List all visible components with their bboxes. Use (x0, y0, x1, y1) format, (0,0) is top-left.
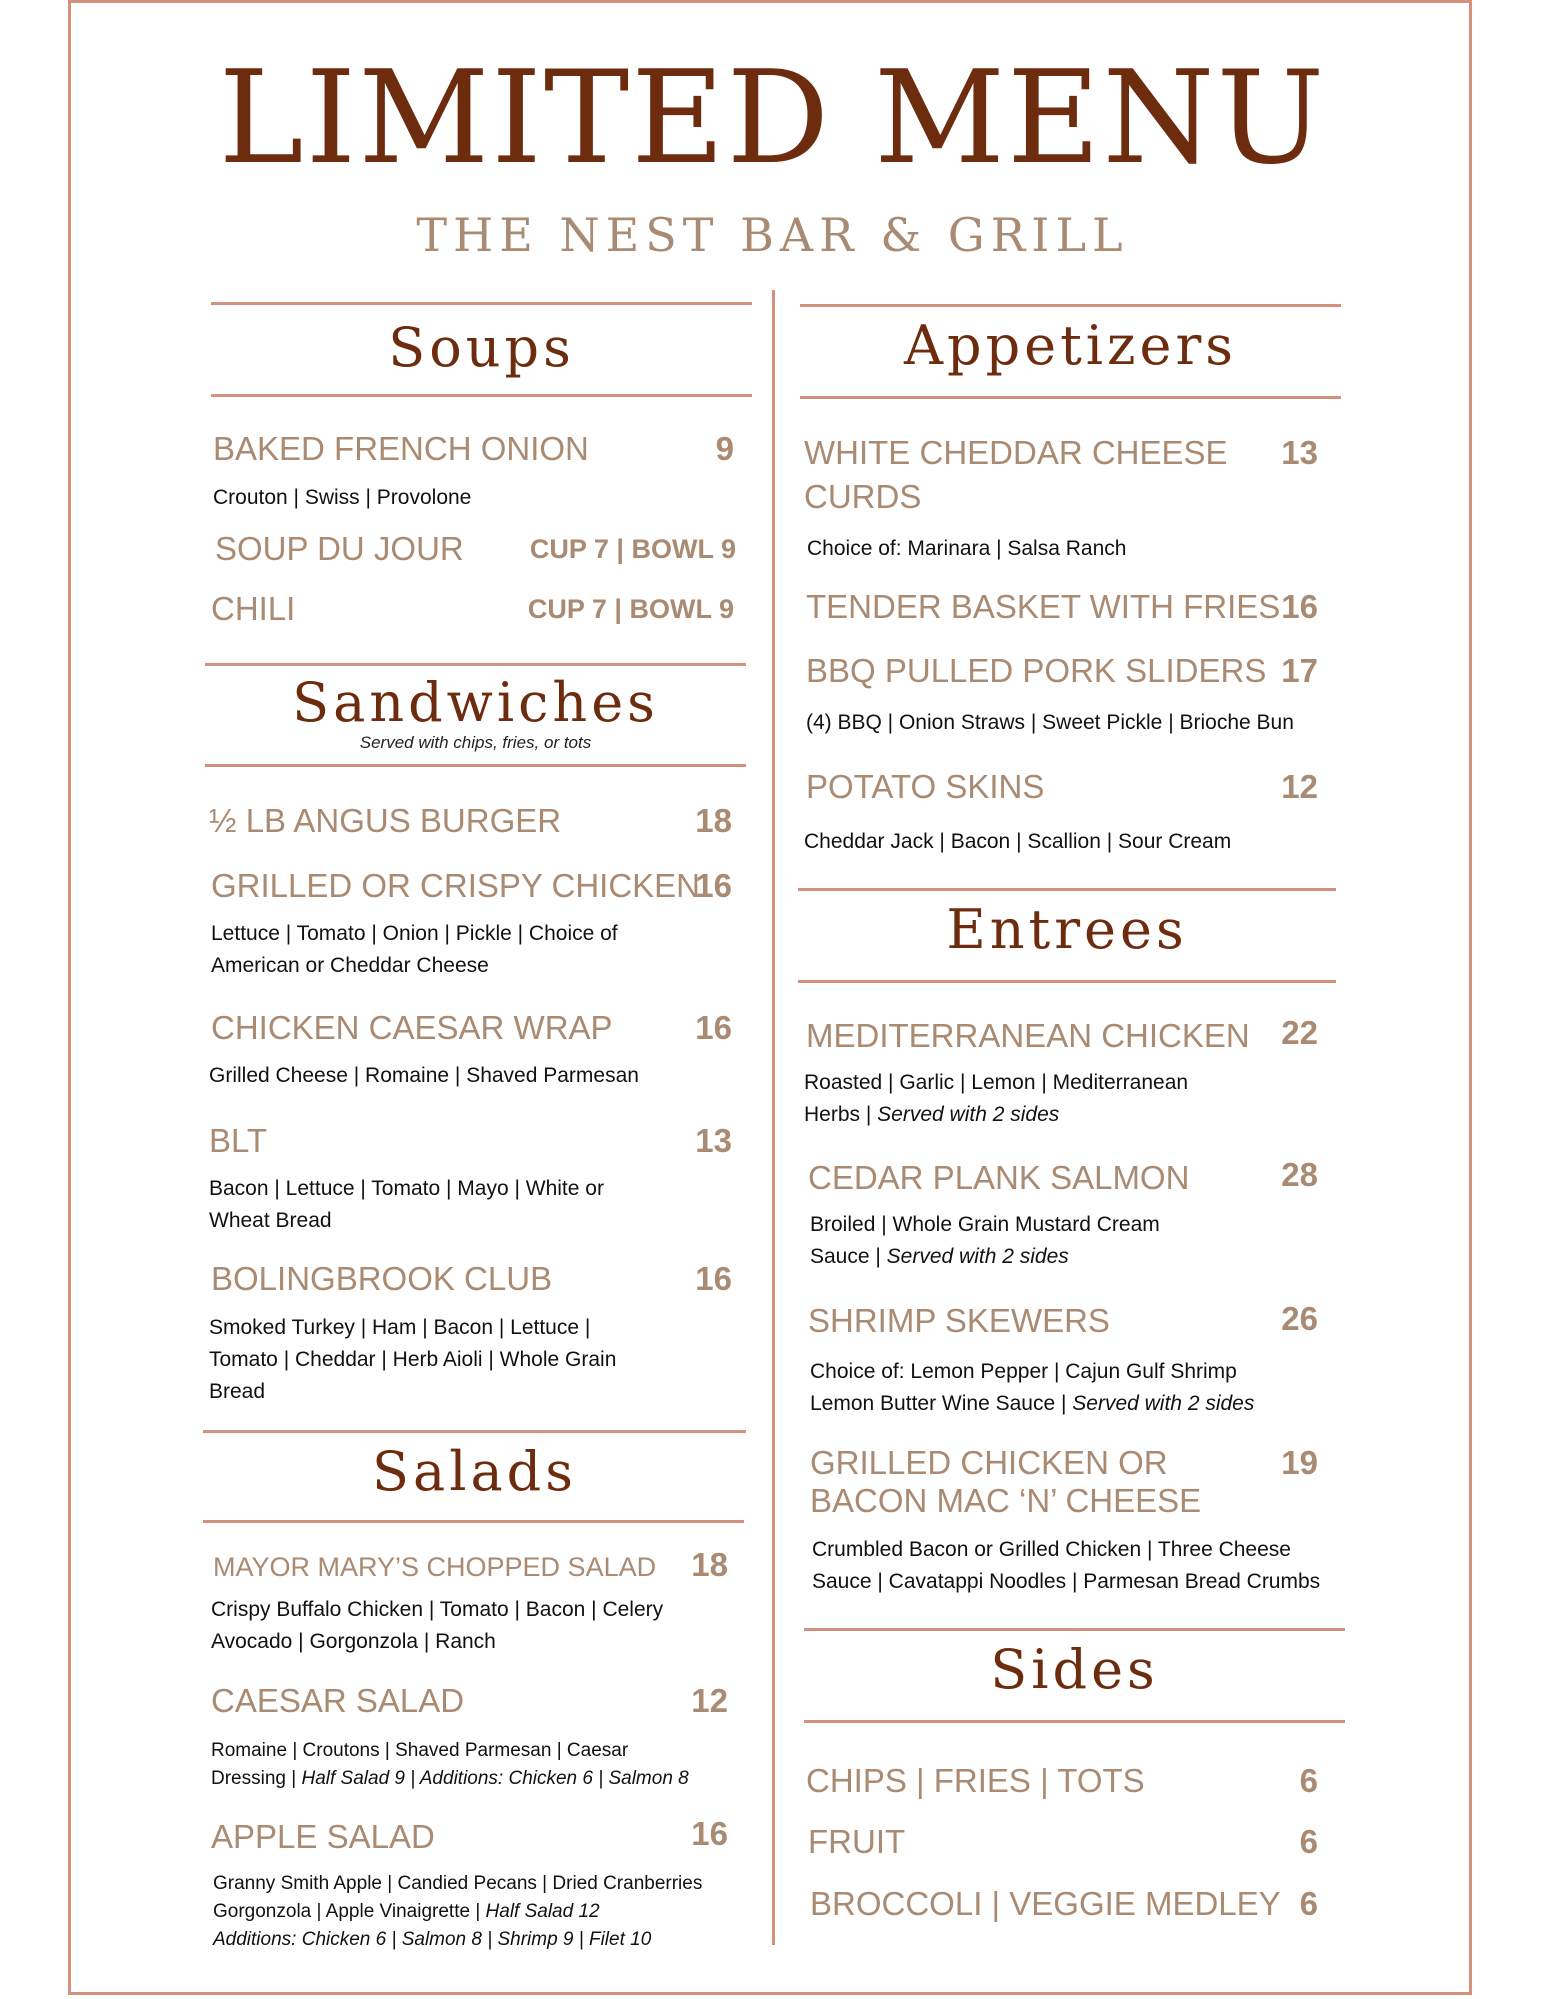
desc-text: Sauce | (810, 1245, 887, 1268)
item-price: 12 (691, 1682, 728, 1719)
item-name: APPLE SALAD (211, 1818, 435, 1855)
desc-italic: Served with 2 sides (877, 1103, 1060, 1126)
item-name: CHILI (211, 590, 296, 627)
item-name: SHRIMP SKEWERS (808, 1302, 1110, 1339)
restaurant-name: THE NEST BAR & GRILL (416, 208, 1129, 262)
section-rule (205, 663, 746, 666)
item-price: CUP 7 | BOWL 9 (527, 594, 734, 624)
item-price: CUP 7 | BOWL 9 (529, 534, 736, 564)
item-name: CURDS (804, 478, 922, 515)
item-description: Tomato | Cheddar | Herb Aioli | Whole Grain (209, 1348, 617, 1371)
item-description: Choice of: Marinara | Salsa Ranch (807, 537, 1127, 560)
desc-text: Lemon Butter Wine Sauce | (810, 1392, 1073, 1415)
item-price: 13 (695, 1122, 732, 1159)
item-description: Bacon | Lettuce | Tomato | Mayo | White or (209, 1177, 604, 1200)
item-name: WHITE CHEDDAR CHEESE (804, 434, 1228, 471)
item-name: BROCCOLI | VEGGIE MEDLEY (810, 1885, 1281, 1922)
item-name: POTATO SKINS (806, 768, 1045, 805)
section-rule (203, 1520, 744, 1523)
section-rule (203, 1430, 746, 1433)
section-title-sandwiches: Sandwiches (292, 671, 659, 734)
section-title-appetizers: Appetizers (904, 314, 1237, 377)
item-price: 26 (1281, 1300, 1318, 1337)
item-name: MAYOR MARY’S CHOPPED SALAD (213, 1552, 657, 1582)
item-price: 28 (1281, 1156, 1318, 1193)
item-price: 18 (691, 1546, 728, 1583)
item-description: Grilled Cheese | Romaine | Shaved Parmesan (209, 1064, 639, 1087)
item-name: ½ LB ANGUS BURGER (209, 802, 562, 839)
section-rule (211, 302, 752, 305)
item-description: Smoked Turkey | Ham | Bacon | Lettuce | (209, 1316, 591, 1339)
item-price: 16 (695, 1009, 732, 1046)
section-rule (800, 396, 1341, 399)
section-title-soups: Soups (388, 316, 575, 379)
item-price: 9 (715, 430, 734, 467)
item-name: BAKED FRENCH ONION (213, 430, 589, 467)
item-name: BLT (209, 1122, 268, 1159)
item-price: 18 (695, 802, 732, 839)
item-description: Granny Smith Apple | Candied Pecans | Dried Cranberries (213, 1873, 703, 1894)
section-rule (804, 1628, 1345, 1631)
item-price: 16 (695, 1260, 732, 1297)
desc-italic: Half Salad 12 (485, 1901, 600, 1922)
item-name: FRUIT (808, 1823, 906, 1860)
section-title-entrees: Entrees (946, 898, 1188, 961)
item-description: Roasted | Garlic | Lemon | Mediterranean (804, 1071, 1189, 1094)
item-price: 16 (691, 1815, 728, 1852)
item-price: 22 (1281, 1014, 1318, 1051)
item-description: Sauce | Cavatappi Noodles | Parmesan Bread Crumbs (812, 1570, 1321, 1593)
item-description: Additions: Chicken 6 | Salmon 8 | Shrimp 9 | Filet 10 (213, 1929, 652, 1950)
menu-title: LIMITED MENU (218, 44, 1327, 193)
section-rule (798, 888, 1336, 891)
item-description: Cheddar Jack | Bacon | Scallion | Sour Cream (804, 830, 1232, 853)
item-price: 17 (1281, 652, 1318, 689)
column-divider (772, 290, 775, 1945)
section-rule (798, 980, 1336, 983)
item-price: 16 (1281, 588, 1318, 625)
item-description (810, 1388, 1254, 1420)
item-name: CHIPS | FRIES | TOTS (806, 1762, 1145, 1799)
item-name: BACON MAC ‘N’ CHEESE (810, 1482, 1202, 1519)
section-rule (211, 394, 752, 397)
item-description: Broiled | Whole Grain Mustard Cream (810, 1213, 1160, 1236)
item-name: GRILLED CHICKEN OR (810, 1444, 1168, 1481)
desc-text: Gorgonzola | Apple Vinaigrette | (213, 1901, 486, 1922)
section-rule (205, 764, 746, 767)
desc-italic: Half Salad 9 | Additions: Chicken 6 | Salmon 8 (301, 1768, 689, 1789)
section-title-salads: Salads (372, 1440, 577, 1503)
desc-text: Herbs | (804, 1103, 878, 1126)
item-price: 6 (1299, 1823, 1318, 1860)
section-rule (804, 1720, 1345, 1723)
item-price: 19 (1281, 1444, 1318, 1481)
item-description: Crouton | Swiss | Provolone (213, 486, 472, 509)
section-rule (800, 304, 1341, 307)
item-description: Crumbled Bacon or Grilled Chicken | Three Cheese (812, 1538, 1291, 1561)
item-description: Choice of: Lemon Pepper | Cajun Gulf Shrimp (810, 1360, 1237, 1383)
item-price: 6 (1299, 1762, 1318, 1799)
item-name: SOUP DU JOUR (215, 530, 464, 567)
section-title-sides: Sides (990, 1638, 1159, 1701)
item-name: CAESAR SALAD (211, 1682, 465, 1719)
item-description: Avocado | Gorgonzola | Ranch (211, 1630, 496, 1653)
item-price: 13 (1281, 434, 1318, 471)
desc-italic: Served with 2 sides (886, 1245, 1069, 1268)
item-description: American or Cheddar Cheese (211, 954, 489, 977)
item-name: CHICKEN CAESAR WRAP (211, 1009, 613, 1046)
item-description: Lettuce | Tomato | Onion | Pickle | Choice of (211, 922, 618, 945)
item-name: BBQ PULLED PORK SLIDERS (806, 652, 1267, 689)
item-description (213, 1898, 600, 1926)
item-price: 6 (1299, 1885, 1318, 1922)
item-description: Wheat Bread (209, 1209, 332, 1232)
item-description: (4) BBQ | Onion Straws | Sweet Pickle | Brioche Bun (806, 711, 1294, 734)
item-description: Bread (209, 1380, 266, 1403)
desc-text: Dressing | (211, 1768, 302, 1789)
item-name: CEDAR PLANK SALMON (808, 1159, 1190, 1196)
item-name: MEDITERRANEAN CHICKEN (806, 1017, 1250, 1054)
desc-italic: Served with 2 sides (1072, 1392, 1255, 1415)
item-description (211, 1765, 689, 1793)
item-description (810, 1241, 1069, 1273)
item-name: GRILLED OR CRISPY CHICKEN (211, 867, 701, 904)
section-note: Served with chips, fries, or tots (359, 733, 592, 752)
item-description: Crispy Buffalo Chicken | Tomato | Bacon | Celery (211, 1598, 664, 1621)
item-name: BOLINGBROOK CLUB (211, 1260, 553, 1297)
item-description: Romaine | Croutons | Shaved Parmesan | Caesar (211, 1740, 629, 1761)
item-price: 12 (1281, 768, 1318, 805)
item-name: TENDER BASKET WITH FRIES (806, 588, 1281, 625)
item-description (804, 1099, 1059, 1131)
item-price: 16 (695, 867, 732, 904)
